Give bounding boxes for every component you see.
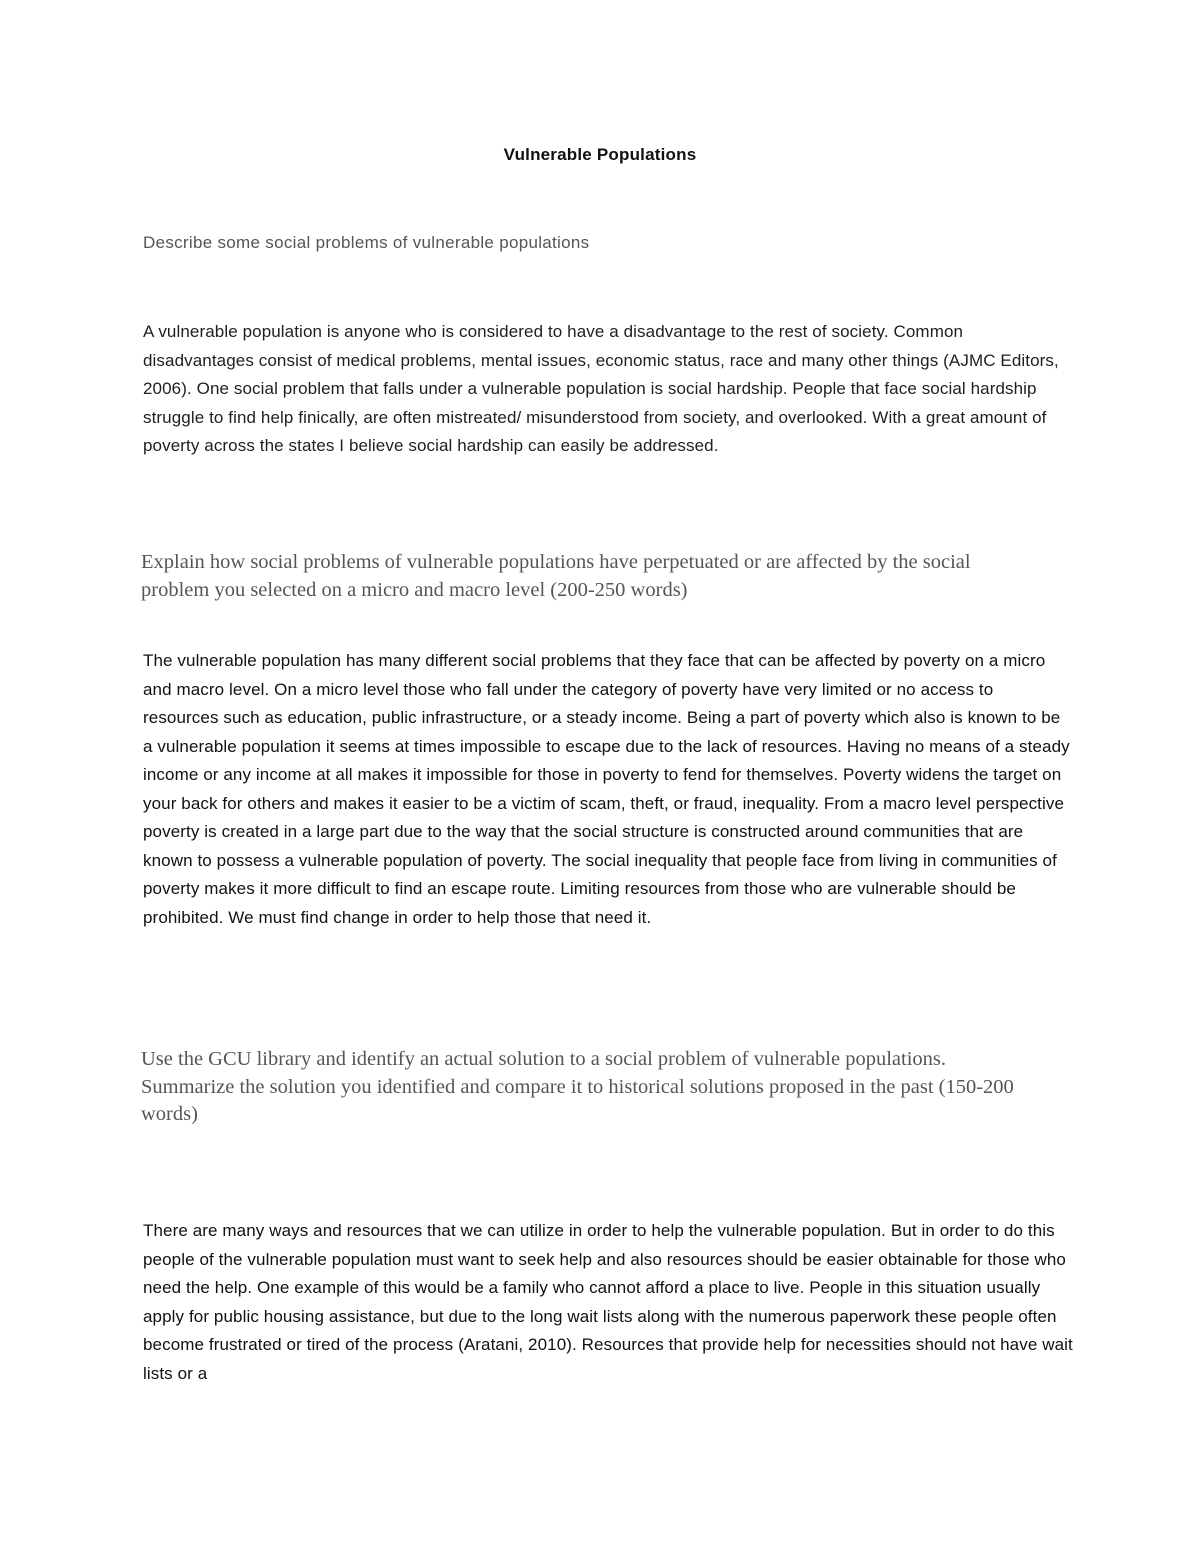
prompt-social-problems: Describe some social problems of vulnerable populations [143,233,590,252]
answer-paragraph-1: A vulnerable population is anyone who is considered to have a disadvantage to the rest of society. Common disadvantages consist of medical problems, mental issues, economic status, race and many other things (AJMC Editors, 2006). One social problem that falls under a vulnerable population is social hardship. People that face social hardship struggle to find help finically, are often mistreated/ misunderstood from society, and overlooked. With a great amount of poverty across the states I believe social hardship can easily be addressed. [143,322,1059,455]
answer-paragraph-3: There are many ways and resources that we can utilize in order to help the vulnerable population. But in order to do this people of the vulnerable population must want to seek help and also resources should be easier obtainable for those who need the help. One example of this would be a family who cannot afford a place to live. People in this situation usually apply for public housing assistance, but due to the long wait lists along with the numerous paperwork these people often become frustrated or tired of the process (Aratani, 2010). Resources that provide help for necessities should not have wait lists or a [143,1221,1073,1383]
prompt-micro-macro: Explain how social problems of vulnerable populations have perpetuated or are affected by the social problem you selected on a micro and macro level (200-250 words) [141,551,971,601]
prompt-gcu-library: Use the GCU library and identify an actual solution to a social problem of vulnerable populations. Summarize the solution you identified and compare it to historical solutions proposed in the past (150-200 words) [141,1048,1014,1125]
answer-paragraph-2: The vulnerable population has many different social problems that they face that can be affected by poverty on a micro and macro level. On a micro level those who fall under the category of poverty have very limited or no access to resources such as education, public infrastructure, or a steady income. Being a part of poverty which also is known to be a vulnerable population it seems at times impossible to escape due to the lack of resources. Having no means of a steady income or any income at all makes it impossible for those in poverty to fend for themselves. Poverty widens the target on your back for others and makes it easier to be a victim of scam, theft, or fraud, inequality. From a macro level perspective poverty is created in a large part due to the way that the social structure is constructed around communities that are known to possess a vulnerable population of poverty. The social inequality that people face from living in communities of poverty makes it more difficult to find an escape route. Limiting resources from those who are vulnerable should be prohibited. We must find change in order to help those that need it. [143,651,1070,927]
document-title: Vulnerable Populations [503,145,697,164]
